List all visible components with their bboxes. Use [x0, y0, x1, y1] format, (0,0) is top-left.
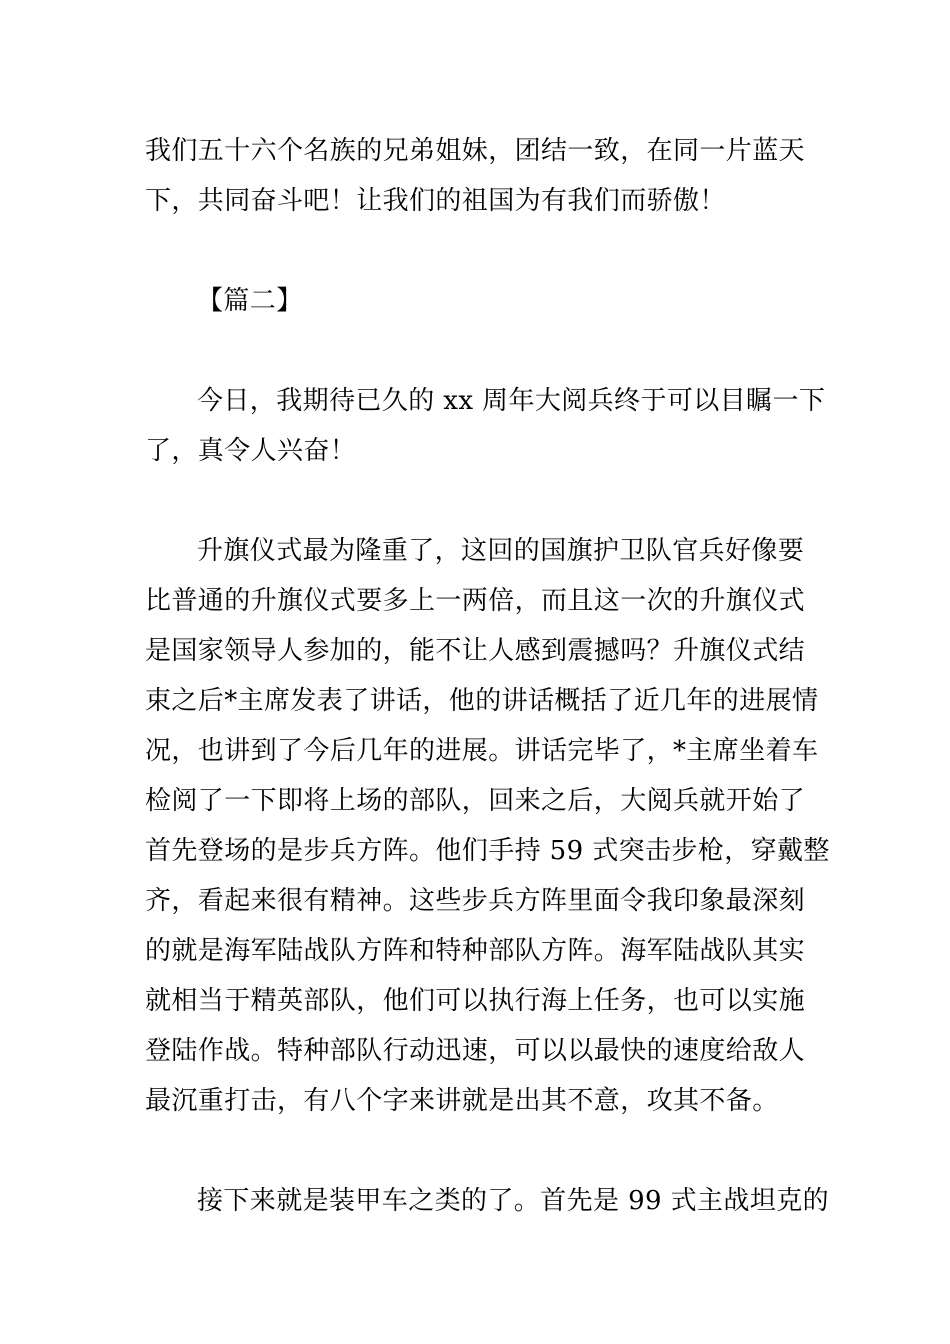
paragraph-line: 比普通的升旗仪式要多上一两倍，而且这一次的升旗仪式: [145, 586, 806, 616]
paragraph-line: 束之后*主席发表了讲话，他的讲话概括了近几年的进展情: [145, 686, 819, 716]
paragraph-line: 检阅了一下即将上场的部队，回来之后，大阅兵就开始了: [145, 786, 806, 816]
section-heading: 【篇二】: [197, 286, 303, 316]
paragraph-line: 最沉重打击，有八个字来讲就是出其不意，攻其不备。: [145, 1086, 779, 1116]
paragraph-line: 首先登场的是步兵方阵。他们手持 59 式突击步枪，穿戴整: [145, 836, 830, 866]
paragraph-line: 今日，我期待已久的 xx 周年大阅兵终于可以目瞩一下: [197, 386, 826, 416]
paragraph-line: 的就是海军陆战队方阵和特种部队方阵。海军陆战队其实: [145, 936, 806, 966]
paragraph-line: 就相当于精英部队，他们可以执行海上任务，也可以实施: [145, 986, 806, 1016]
paragraph-line: 齐，看起来很有精神。这些步兵方阵里面令我印象最深刻: [145, 886, 806, 916]
paragraph-line: 况，也讲到了今后几年的进展。讲话完毕了，*主席坐着车: [145, 736, 819, 766]
paragraph-line: 登陆作战。特种部队行动迅速，可以以最快的速度给敌人: [145, 1036, 806, 1066]
paragraph-line: 升旗仪式最为隆重了，这回的国旗护卫队官兵好像要: [197, 536, 805, 566]
paragraph-line: 接下来就是装甲车之类的了。首先是 99 式主战坦克的: [197, 1186, 830, 1216]
paragraph-line: 了，真令人兴奋！: [145, 436, 357, 466]
paragraph-line: 是国家领导人参加的，能不让人感到震撼吗？升旗仪式结: [145, 636, 806, 666]
paragraph-line: 我们五十六个名族的兄弟姐妹，团结一致，在同一片蓝天: [145, 136, 806, 166]
paragraph-line: 下，共同奋斗吧！让我们的祖国为有我们而骄傲！: [145, 186, 726, 216]
